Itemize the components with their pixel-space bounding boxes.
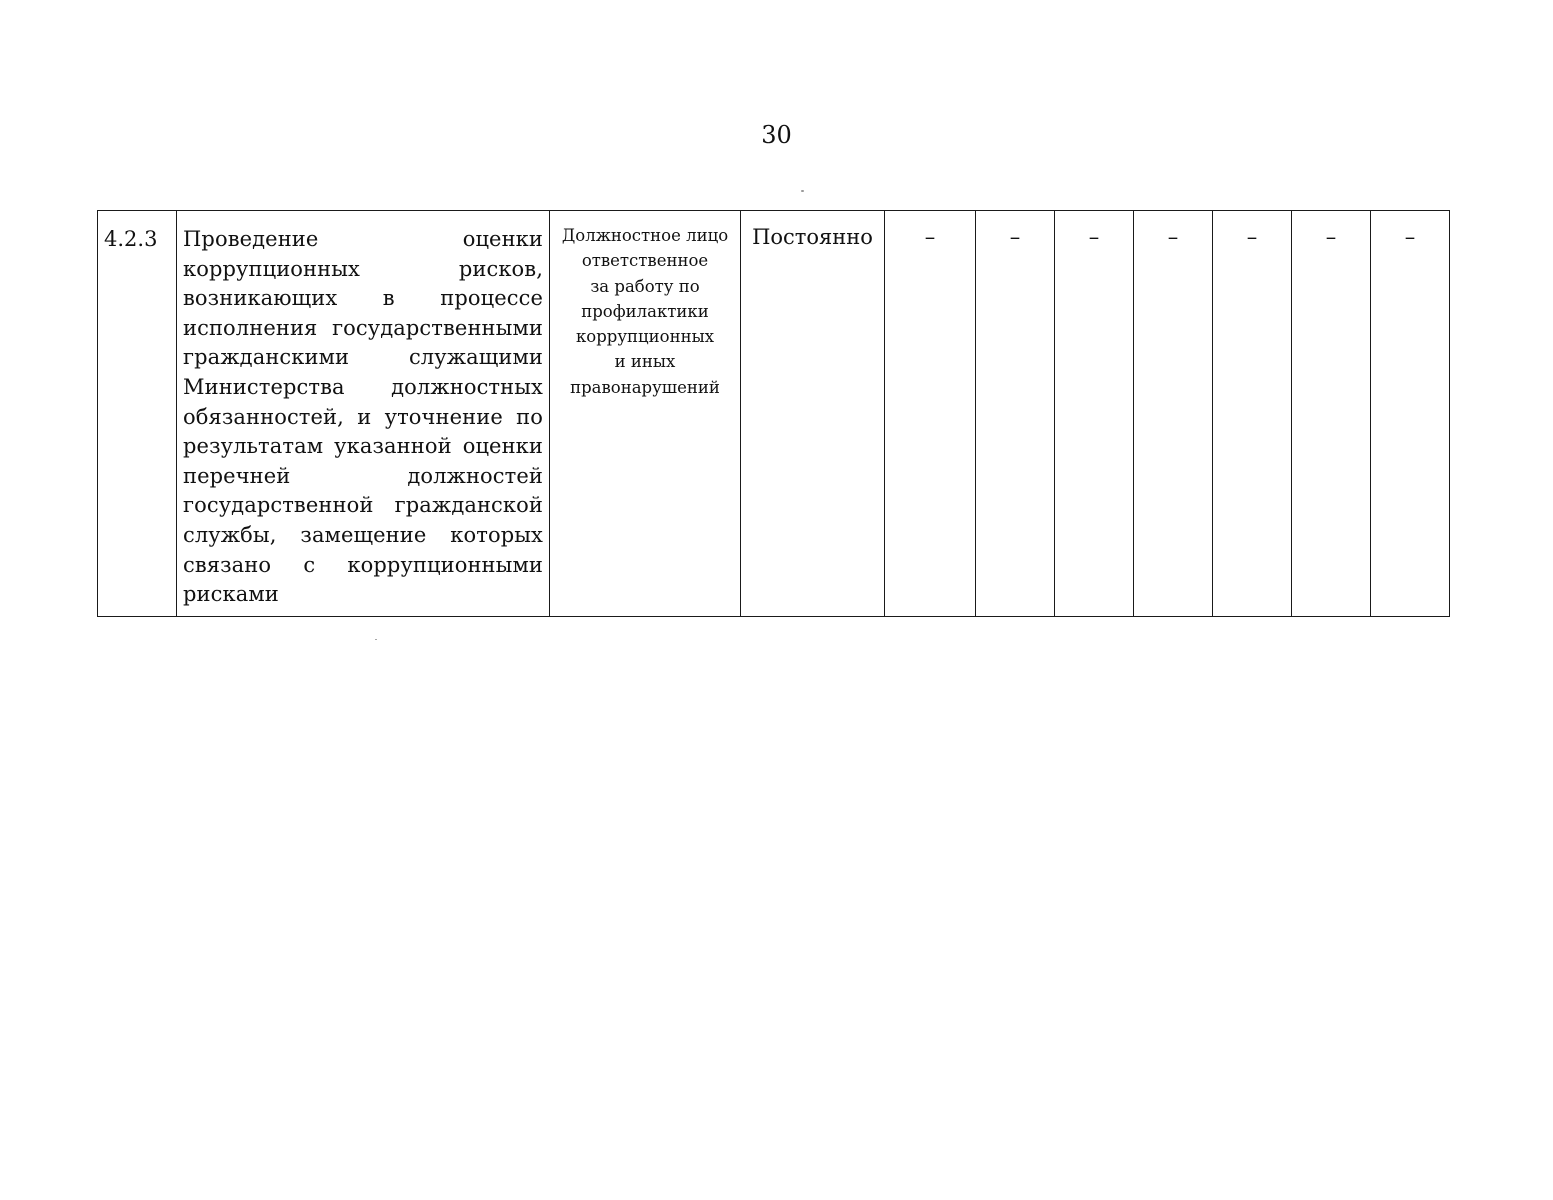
value-cell [1371,211,1450,617]
event-description-line: Министерства должностных [183,374,543,399]
event-description-line: службы, замещение которых [183,522,543,547]
dash-value: – [1246,225,1258,249]
dash-value: – [924,225,936,249]
event-description-line: обязанностей, и уточнение по [183,404,543,429]
item-number: 4.2.3 [104,227,158,251]
measures-table [97,210,1450,617]
event-description-line: коррупционных рисков, [183,256,543,281]
event-description-line: результатам указанной оценки [183,434,543,459]
event-description-cell [177,211,550,617]
event-description-line: связано с коррупционными [183,552,543,577]
dash-value: – [1167,225,1179,249]
dash-value: – [1325,225,1337,249]
dash-value: – [1088,225,1100,249]
value-cell [1292,211,1371,617]
page-number: 30 [761,121,792,149]
dash-value: – [1404,225,1416,249]
item-number-cell [98,211,177,617]
event-description-line: гражданскими служащими [183,345,543,370]
value-cell [976,211,1055,617]
responsible-line: Должностное лицо [561,226,729,245]
responsible-line: ответственное [581,251,709,271]
dash-value: – [1009,225,1021,249]
event-description-line: Проведение оценки [183,227,543,251]
responsible-line: за работу по [590,276,700,296]
table-row [98,211,1450,617]
responsible-line: коррупционных [575,327,715,347]
event-description-line: возникающих в процессе [183,286,543,311]
value-cell [885,211,976,617]
event-description-line: исполнения государственными [183,315,543,340]
responsible-line: правонарушений [570,377,720,397]
event-description-line: государственной гражданской [183,493,543,518]
responsible-line: и иных [614,352,676,372]
responsible-line: профилактики [581,301,709,321]
term-value: Постоянно [752,225,873,249]
responsible-cell [550,211,741,617]
event-description-line: перечней должностей [183,463,543,488]
value-cell [1055,211,1134,617]
term-cell [741,211,885,617]
scan-speck [801,190,804,192]
event-description-line: рисками [183,582,279,607]
scan-speck [375,639,377,640]
value-cell [1213,211,1292,617]
value-cell [1134,211,1213,617]
